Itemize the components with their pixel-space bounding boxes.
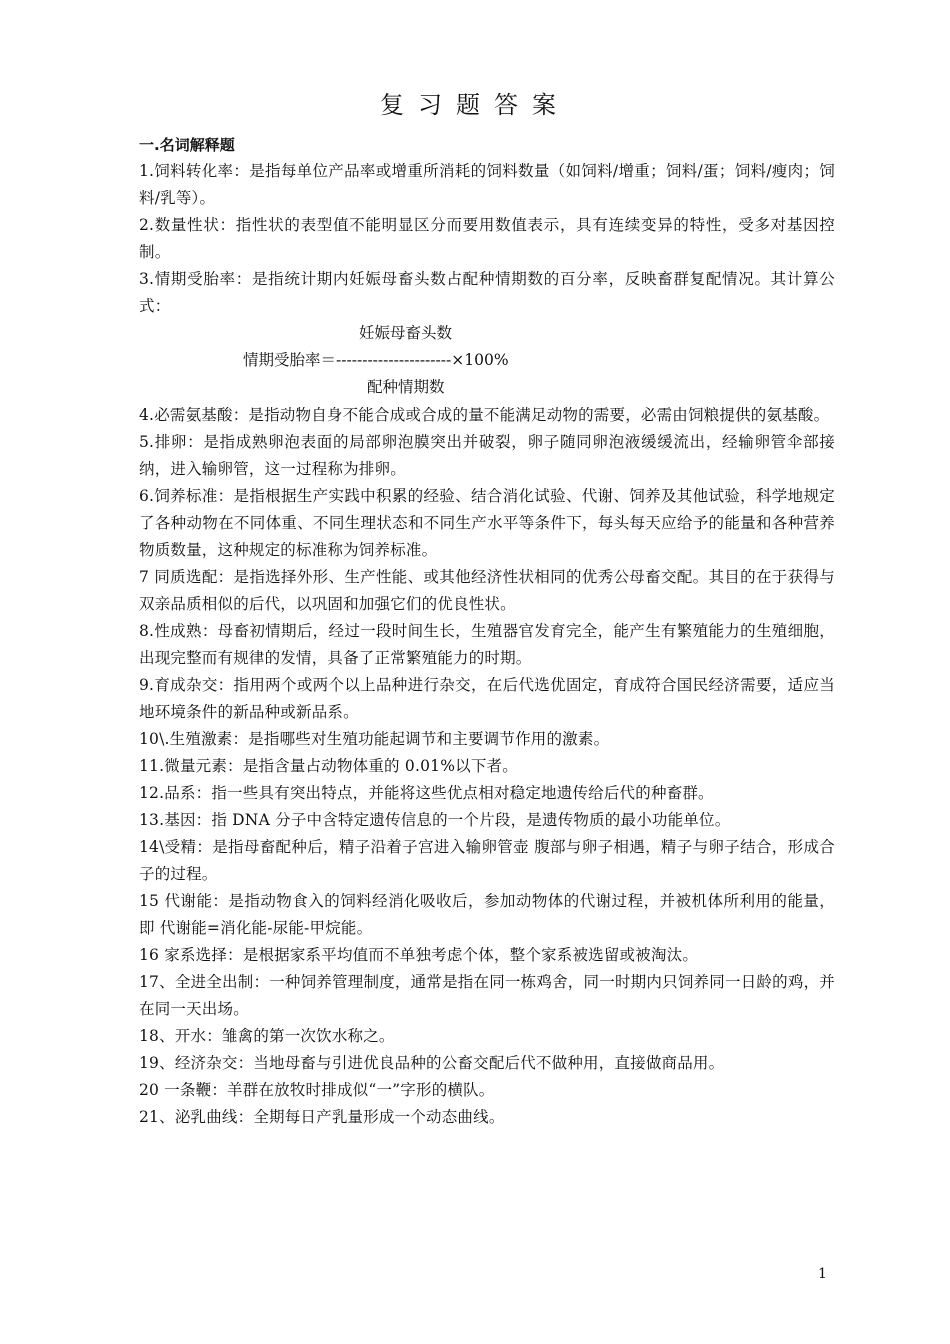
definition-entry-6: 6.饲养标准：是指根据生产实践中积累的经验、结合消化试验、代谢、饲养及其他试验，科学地规定了各种动物在不同体重、不同生理状态和不同生产水平等条件下，每头每天应给予的能量和各种营养物质数量，这种规定的标准称为饲养标准。 [139, 487, 835, 559]
definition-entry-15: 15 代谢能：是指动物食入的饲料经消化吸收后，参加动物体的代谢过程，并被机体所利用的能量，即 代谢能=消化能-尿能-甲烷能。 [139, 892, 835, 937]
formula-fraction-bar: ---------------------- [336, 351, 452, 369]
definition-entry-17: 17、全进全出制：一种饲养管理制度，通常是指在同一栋鸡舍，同一时期内只饲养同一日龄的鸡，并在同一天出场。 [139, 973, 835, 1018]
formula-denominator: 配种情期数 [367, 378, 445, 396]
formula-numerator: 妊娠母畜头数 [359, 324, 453, 342]
definition-entry-1: 1.饲料转化率：是指每单位产品率或增重所消耗的饲料数量（如饲料/增重；饲料/蛋；饲料/瘦肉；饲料/乳等）。 [139, 162, 835, 207]
definition-entry-20: 20 一条鞭：羊群在放牧时排成似“一”字形的横队。 [139, 1081, 495, 1099]
page-number: 1 [818, 1266, 827, 1282]
definition-entry-2: 2.数量性状：指性状的表型值不能明显区分而要用数值表示，具有连续变异的特性，受多对基因控制。 [139, 216, 835, 261]
formula-line [243, 347, 509, 374]
page-title: 复习题答案 [380, 91, 570, 119]
definition-entry-18: 18、开水：雏禽的第一次饮水称之。 [139, 1027, 395, 1045]
definition-entry-7: 7 同质选配：是指选择外形、生产性能、或其他经济性状相同的优秀公母畜交配。其目的在于获得与双亲品质相似的后代，以巩固和加强它们的优良性状。 [139, 568, 835, 613]
formula-label: 情期受胎率＝ [243, 351, 337, 369]
formula-multiplier: ×100% [451, 351, 509, 369]
definition-entry-12: 12.品系：指一些具有突出特点，并能将这些优点相对稳定地遗传给后代的种畜群。 [139, 784, 714, 802]
definition-entry-16: 16 家系选择：是根据家系平均值而不单独考虑个体，整个家系被选留或被淘汰。 [139, 946, 699, 964]
definition-entry-5: 5.排卵：是指成熟卵泡表面的局部卵泡膜突出并破裂，卵子随同卵泡液缓缓流出，经输卵管伞部接纳，进入输卵管，这一过程称为排卵。 [139, 433, 835, 478]
definition-entry-21: 21、泌乳曲线：全期每日产乳量形成一个动态曲线。 [139, 1108, 505, 1126]
definition-entry-9: 9.育成杂交：指用两个或两个以上品种进行杂交，在后代选优固定，育成符合国民经济需要，适应当地环境条件的新品种或新品系。 [139, 676, 835, 721]
section-heading: 一.名词解释题 [139, 136, 235, 154]
definition-entry-3: 3.情期受胎率：是指统计期内妊娠母畜头数占配种情期数的百分率，反映畜群复配情况。其计算公式： [139, 270, 835, 315]
definition-entry-19: 19、经济杂交：当地母畜与引进优良品种的公畜交配后代不做种用，直接做商品用。 [139, 1054, 725, 1072]
conception-rate-formula [139, 320, 835, 402]
definition-entry-14: 14\受精：是指母畜配种后，精子沿着子宫进入输卵管壶 腹部与卵子相遇，精子与卵子结合，形成合子的过程。 [139, 838, 835, 883]
definition-entry-8: 8.性成熟：母畜初情期后，经过一段时间生长，生殖器官发育完全，能产生有繁殖能力的生殖细胞，出现完整而有规律的发情，具备了正常繁殖能力的时期。 [139, 622, 835, 667]
definition-entry-4: 4.必需氨基酸：是指动物自身不能合成或合成的量不能满足动物的需要，必需由饲粮提供的氨基酸。 [139, 406, 830, 424]
definition-entry-10: 10\.生殖激素：是指哪些对生殖功能起调节和主要调节作用的激素。 [139, 730, 610, 748]
document-body [139, 132, 835, 1131]
definition-entry-11: 11.微量元素：是指含量占动物体重的 0.01%以下者。 [139, 757, 518, 775]
definition-entry-13: 13.基因：指 DNA 分子中含特定遗传信息的一个片段，是遗传物质的最小功能单位。 [139, 811, 731, 829]
